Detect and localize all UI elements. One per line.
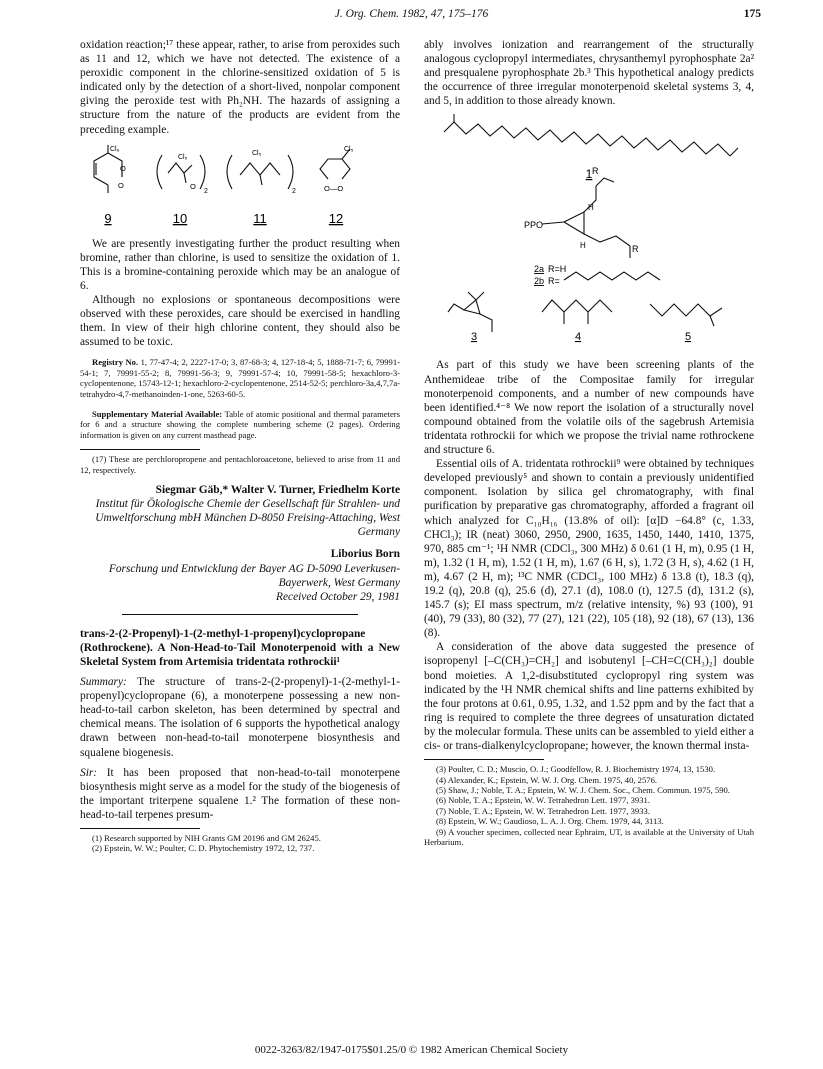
structure-12-cl-label: Cl₅ xyxy=(344,145,354,153)
summary-heading: Summary: xyxy=(80,676,127,689)
right-column xyxy=(424,38,754,847)
structure-9-oxygen-1: O xyxy=(120,163,126,173)
compound-label-11: 11 xyxy=(253,210,267,226)
right-footnote-divider xyxy=(424,759,544,760)
compound-label-10: 10 xyxy=(172,210,188,226)
paragraph-oxidation: oxidation reaction;¹⁷ these appear, rather, to arise from peroxides such as 11 and 12, which we have not detected. The existence of a peroxidic component in the chlorine-sensitized oxidation of 5 is indicated only by the detection of a short-lived, nonpolar component giving the peroxide test with Ph₂NH. The hazards of assigning a structure from the nature of the products are evident from the preceding example. xyxy=(80,39,400,136)
article-body-start xyxy=(80,766,400,822)
reference-9: (9) A voucher specimen, collected near Ephraim, UT, is available at the University of Utah Herbarium. xyxy=(424,826,754,847)
supplementary-heading: Supplementary Material Available: xyxy=(92,409,223,420)
cyclopropyl-intermediate xyxy=(542,178,630,258)
footnote-17: (17) These are perchloropropene and pentachloroacetone, believed to arise from 11 and 12, respectively. xyxy=(80,454,400,475)
r-group-label-2: R xyxy=(632,244,639,255)
r-equals-h-label: R=H xyxy=(548,264,567,275)
compound-label-12: 12 xyxy=(328,210,344,226)
paragraph-spectral-data: Essential oils of A. tridentata rothrockii⁹ were obtained by techniques developed previously⁵ and shown to contain a previously unidentified component. Isolation by silica gel chromatography, with final purification by preparative gas chromatography, afforded a fragrant oil which analyzed for C₁₀H₁₆ (13.8% of oil): [α]D −64.8° (c, 1.33, CHCl₃); IR (neat) 3060, 2950, 2900, 1635, 1450, 1440, 1410, 1375, 970, 885 cm⁻¹; ¹H NMR (CDCl₃, 300 MHz) δ 0.61 (1 H, m), 0.95 (1 H, m), 1.32 (1 H, m), 1.52 (1 H, m), 1.67 (6 H, s), 1.72 (3 H, s), 4.62 (1 H, m), 4.67 (2 H, m); ¹³C NMR (CDCl₃, 100 MHz) δ 13.8 (t), 18.3 (q), 19.2 (q), 20.8 (q), 25.6 (d), 27.1 (d), 108.0 (t), 127.5 (d), 131.2 (s), 145.7 (s); EI mass spectrum, m/z (relative intensity, %) 93 (100), 91 (40), 79 (33), 80 (32), 77 (27), 121 (22), 105 (18), 92 (18), 67 (13), 136 (8). xyxy=(424,458,754,640)
footnote-divider xyxy=(80,449,200,450)
reference-3: (3) Poulter, C. D.; Muscio, O. J.; Goodfellow, R. J. Biochemistry 1974, 13, 1530. xyxy=(436,764,716,775)
structure-10-subscript: 2 xyxy=(204,187,208,195)
compound-label-4: 4 xyxy=(574,331,582,344)
hydrogen-label-2: H xyxy=(580,241,586,251)
paragraph-safety: Although no explosions or spontaneous decompositions were observed with these peroxides, care should be exercised in handling them. In view of their high chlorine content, they should also be assumed to be toxic. xyxy=(80,294,400,349)
authors-secondary: Liborius Born xyxy=(330,548,400,561)
left-footnote-divider xyxy=(80,828,200,829)
paragraph-bromine: We are presently investigating further the product resulting when bromine, rather than chlorine, is used to sensitize the oxidation of 1. This is a bromine-containing peroxide which may be an analogue of 6. xyxy=(80,237,400,292)
compound-label-5: 5 xyxy=(684,331,692,344)
paragraph-ionization: ably involves ionization and rearrangement of the structurally analogous cyclopropyl intermediates, chrysanthemyl pyrophosphate 2a² and presqualene pyrophosphate 2b.³ This hypothetical analogy predicts the occurrence of three irregular monoterpenoid skeletal systems 3, 4, and 5, in addition to those already known. xyxy=(424,39,754,108)
compound-label-2b: 2b xyxy=(534,276,545,287)
registry-text: 1, 77-47-4; 2, 2227-17-0; 3, 87-68-3; 4, 127-18-4; 5, 1888-71-7; 6, 79991-54-1; 7, 79991-55-2; 8, 79991-56-3; 9, 79991-57-4; 10, 79991-58-5; hexachloro-3-cyclopentenone, 15743-12-1; hexachloro-2-cyclopentenone, 2514-52-5; perchloro-3a,4,7,7a-tetrahydro-4,7-methanoinden-1-one, 5263-60-5. xyxy=(80,357,400,399)
structure-12-oxygens: O—O xyxy=(324,183,344,193)
peroxide-structures-figure xyxy=(80,141,400,233)
compound-label-3: 3 xyxy=(470,331,478,344)
r-group-label-1: R xyxy=(592,166,599,177)
article-summary xyxy=(80,675,400,760)
authors-primary: Siegmar Gäb,* Walter V. Turner, Friedhelm Korte xyxy=(155,484,400,497)
page-footer: 0022-3263/82/1947-0175$01.25/0 © 1982 American Chemical Society xyxy=(254,1044,569,1056)
compound-label-1: 1 xyxy=(585,167,593,182)
registry-heading: Registry No. xyxy=(92,357,139,368)
structure-9-oxygen-2: O xyxy=(118,180,124,190)
page-header xyxy=(0,8,823,26)
article-divider xyxy=(122,614,358,615)
affiliation-secondary: Forschung und Entwicklung der Bayer AG D-5090 Leverkusen-Bayerwerk, West Germany xyxy=(108,562,400,589)
structure-11 xyxy=(227,155,293,189)
compound-label-2a: 2a xyxy=(534,264,545,275)
hydrogen-label-1: H xyxy=(588,203,594,213)
registry-numbers xyxy=(80,357,400,399)
structure-11-cl-label: Cl₅ xyxy=(252,149,262,157)
structure-9-cl-label: Cl₆ xyxy=(110,145,120,153)
paragraph-screening: As part of this study we have been screening plants of the Anthemideae tribe of the Compositae family for irregular monoterpenoid components, and a number of new compounds have been identified.⁴⁻⁸ We now report the isolation of a structurally novel compound obtained from the volatile oils of the sagebrush Artemisia tridentata rothrockii for which we propose the trivial name rothrockene and structure 6. xyxy=(424,359,754,457)
reference-5: (5) Shaw, J.; Noble, T. A.; Epstein, W. W. J. Chem. Soc., Chem. Commun. 1975, 590. xyxy=(436,784,730,795)
squalene-chain xyxy=(444,122,730,156)
r-group-chain xyxy=(564,272,660,280)
summary-text: The structure of trans-2-(2-propenyl)-1-(2-methyl-1-propenyl)cyclopropane (6), a monoterpene possessing a new non-head-to-tail carbon skeleton, has been determined by spectral and chemical means. The isolation of 6 supports the hypothetical analogy drawn between non-head-to-tail monoterpene biosynthesis and squalene biogenesis. xyxy=(80,676,400,759)
supplementary-material xyxy=(80,409,400,440)
squalene-methyl-2 xyxy=(730,148,738,156)
left-column xyxy=(80,38,400,854)
received-date: Received October 29, 1981 xyxy=(276,590,400,603)
structure-10-oxygen: O xyxy=(190,181,196,191)
page-number: 175 xyxy=(743,8,761,20)
skeleton-4 xyxy=(542,300,612,324)
paragraph-analysis: A consideration of the above data suggested the presence of isopropenyl [–C(CH₃)=CH₂] and isobutenyl [–CH=C(CH₃)₂] double bond moieties. A 1,2-disubstituted cyclopropyl ring system was indicated by the ¹H NMR chemical shifts and line patterns exhibited by the four protons at 0.61, 0.95, 1.32, and 1.52 ppm and by the fact that a ring is required to complete the three degrees of unsaturation dictated by the molecular formula. These units can be assembled to yield either a cis- or trans-dialkenylcyclopropane; however, the known thermal insta- xyxy=(424,641,754,752)
sir-heading: Sir: xyxy=(80,766,98,779)
skeleton-3 xyxy=(448,292,492,332)
article-title: trans-2-(2-Propenyl)-1-(2-methyl-1-propenyl)cyclopropane (Rothrockene). A Non-Head-to-Tail Monoterpenoid with a New Skeletal System from Artemisia tridentata rothrockii¹ xyxy=(80,627,400,668)
footnote-2: (2) Epstein, W. W.; Poulter, C. D. Phytochemistry 1972, 12, 737. xyxy=(92,843,315,854)
terpene-skeletons-figure xyxy=(424,112,754,350)
reference-7: (7) Noble, T. A.; Epstein, W. W. Tetrahedron Lett. 1977, 3933. xyxy=(436,805,650,816)
r-equals-label: R= xyxy=(548,276,560,287)
structure-10-cl-label: Cl₅ xyxy=(178,153,188,161)
supplementary-text: Table of atomic positional and thermal parameters for 6 and a structure showing the complete numbering scheme (2 pages). Ordering information is given on any current masthead page. xyxy=(80,409,400,440)
journal-citation: J. Org. Chem. 1982, 47, 175–176 xyxy=(334,8,489,20)
structure-12 xyxy=(320,149,350,179)
skeleton-5 xyxy=(650,304,722,326)
structure-11-subscript: 2 xyxy=(292,187,296,195)
reference-6: (6) Noble, T. A.; Epstein, W. W. Tetrahedron Lett. 1977, 3931. xyxy=(436,795,650,806)
reference-4: (4) Alexander, K.; Epstein, W. W. J. Org. Chem. 1975, 40, 2576. xyxy=(436,774,658,785)
sir-text: It has been proposed that non-head-to-tail monoterpene biosynthesis might serve as a model for the study of the biogenesis of the important triterpene squalene 1.² The formation of these non-head-to-tail terpenes presum- xyxy=(80,766,400,821)
reference-8: (8) Epstein, W. W.; Gaudioso, L. A. J. Org. Chem. 1979, 44, 3113. xyxy=(436,816,664,827)
pyrophosphate-label: PPO xyxy=(524,220,544,231)
compound-label-9: 9 xyxy=(104,210,112,226)
affiliation-primary: Institut für Ökologische Chemie der Gesellschaft für Strahlen- und Umweltforschung mbH München D-8050 Freising-Attaching, West Germany xyxy=(95,498,400,539)
footnote-1: (1) Research supported by NIH Grants GM 20196 and GM 26245. xyxy=(92,833,321,844)
